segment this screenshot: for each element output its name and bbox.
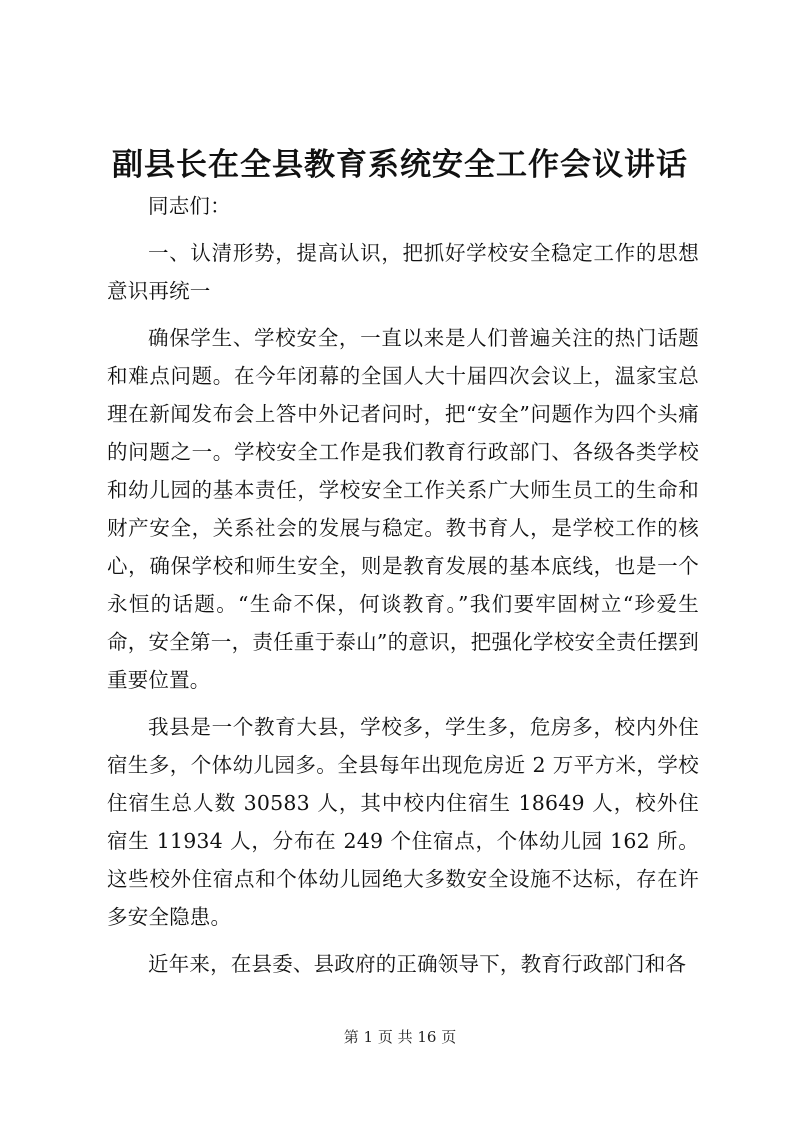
section-heading-paragraph: 一、认清形势，提高认识，把抓好学校安全稳定工作的思想意识再统一 — [107, 241, 699, 303]
document-title: 副县长在全县教育系统安全工作会议讲话 — [112, 147, 688, 183]
body-paragraph: 近年来，在县委、县政府的正确领导下，教育行政部门和各 — [148, 952, 687, 976]
document-body — [107, 187, 699, 992]
page-footer: 第 1 页 共 16 页 — [343, 1028, 457, 1046]
salutation-paragraph: 同志们： — [148, 194, 231, 218]
body-paragraph: 我县是一个教育大县，学校多，学生多，危房多，校内外住宿生多，个体幼儿园多。全县每年出现危房近 2 万平方米，学校住宿生总人数 30583 人，其中校内住宿生 18649 人，校外住宿生 11934 人，分布在 249 个住宿点，个体幼儿园 162 所。这些校外住宿点和个体幼儿园绝大多数安全设施不达标，存在许多安全隐患。 — [107, 715, 699, 929]
body-paragraph: 确保学生、学校安全，一直以来是人们普遍关注的热门话题和难点问题。在今年闭幕的全国人大十届四次会议上，温家宝总理在新闻发布会上答中外记者问时，把“安全”问题作为四个头痛的问题之一。学校安全工作是我们教育行政部门、各级各类学校和幼儿园的基本责任，学校安全工作关系广大师生员工的生命和财产安全，关系社会的发展与稳定。教书育人，是学校工作的核心，确保学校和师生安全，则是教育发展的基本底线，也是一个永恒的话题。“生命不保，何谈教育。”我们要牢固树立“珍爱生命，安全第一，责任重于泰山”的意识，把强化学校安全责任摆到重要位置。 — [107, 326, 699, 692]
